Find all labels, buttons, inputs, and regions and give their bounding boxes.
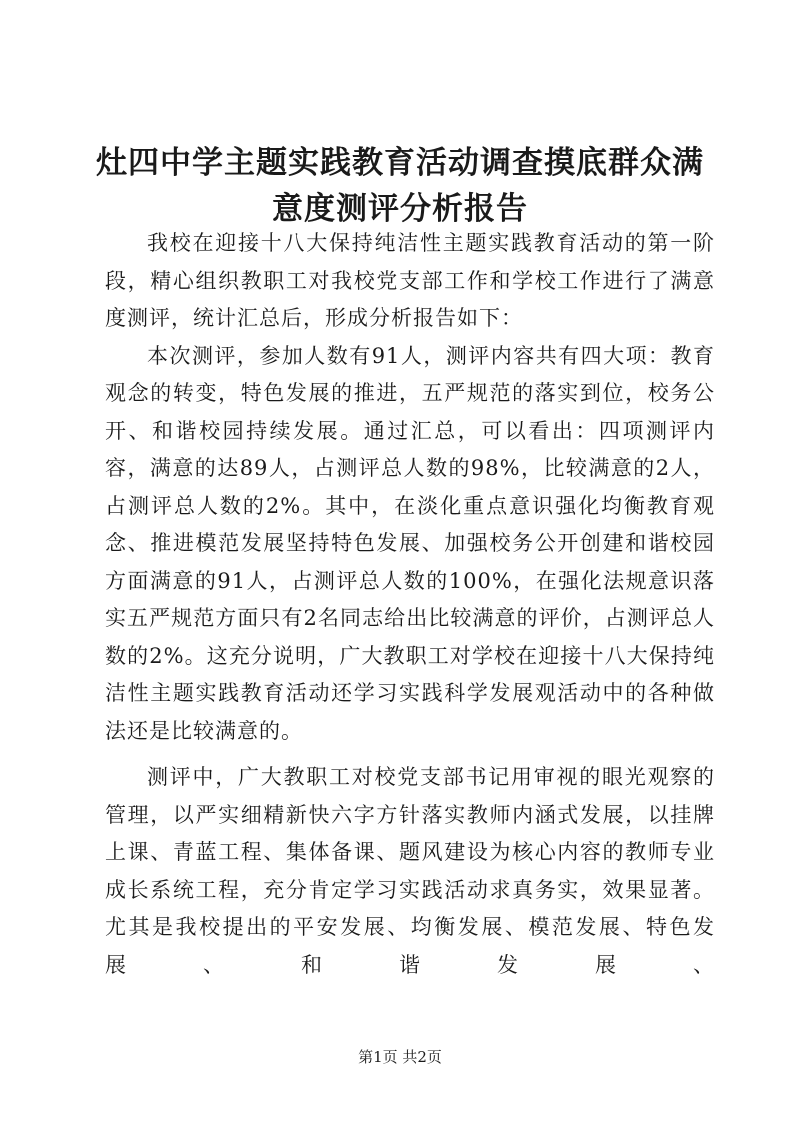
document-body — [105, 225, 715, 984]
page-number-footer: 第1页 共2页 — [358, 1048, 442, 1066]
paragraph-intro: 我校在迎接十八大保持纯洁性主题实践教育活动的第一阶段，精心组织教职工对我校党支部工作和学校工作进行了满意度测评，统计汇总后，形成分析报告如下： — [105, 231, 715, 330]
paragraph-results: 本次测评，参加人数有91人，测评内容共有四大项：教育观念的转变，特色发展的推进，五严规范的落实到位，校务公开、和谐校园持续发展。通过汇总，可以看出：四项测评内容，满意的达89人，占测评总人数的98%，比较满意的2人，占测评总人数的2%。其中，在淡化重点意识强化均衡教育观念、推进模范发展坚持特色发展、加强校务公开创建和谐校园方面满意的91人，占测评总人数的100%，在强化法规意识落实五严规范方面只有2名同志给出比较满意的评价，占测评总人数的2%。这充分说明，广大教职工对学校在迎接十八大保持纯洁性主题实践教育活动还学习实践科学发展观活动中的各种做法还是比较满意的。 — [105, 343, 715, 743]
document-title: 灶四中学主题实践教育活动调查摸底群众满意度测评分析报告 — [96, 145, 704, 227]
paragraph-feedback: 测评中，广大教职工对校党支部书记用审视的眼光观察的管理，以严实细精新快六字方针落实教师内涵式发展，以挂牌上课、青蓝工程、集体备课、题风建设为核心内容的教师专业成长系统工程，充分肯定学习实践活动求真务实，效果显著。尤其是我校提出的平安发展、均衡发展、模范发展、特色发展、和谐发展、 — [105, 765, 715, 977]
